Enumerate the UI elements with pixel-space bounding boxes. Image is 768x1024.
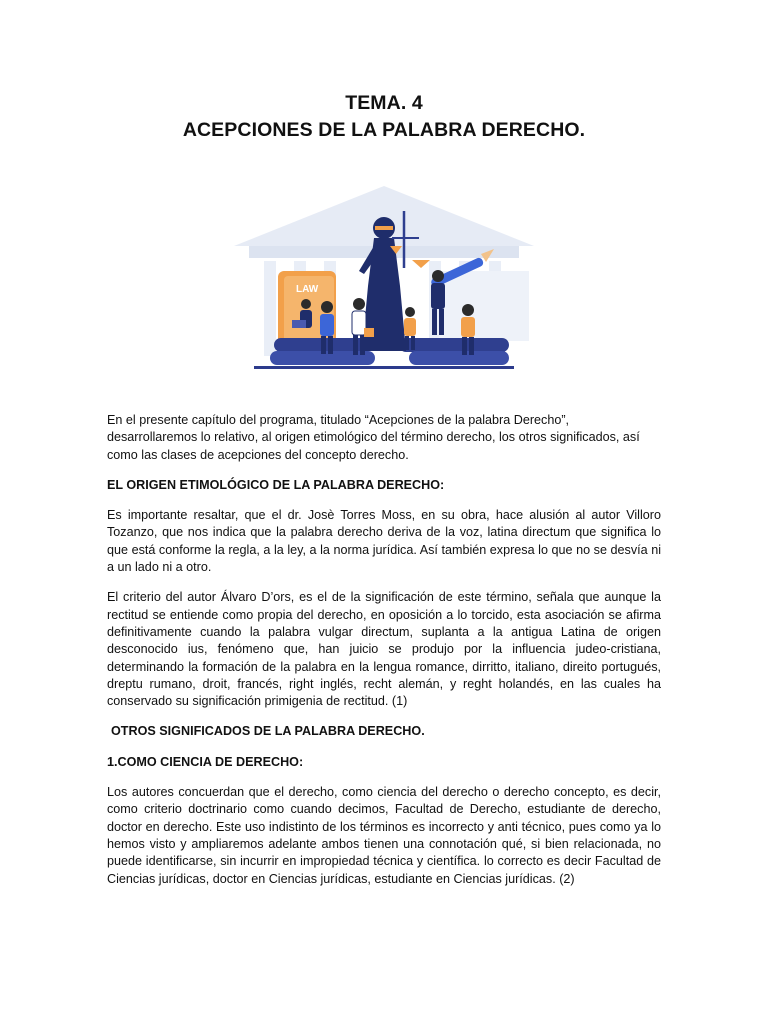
ground-line bbox=[254, 366, 514, 369]
origin-paragraph-1: Es importante resaltar, que el dr. Josè Torres Moss, en su obra, hace alusión al autor Villoro Tozanzo, que nos indica que la palabra derecho deriva de la voz, latina directum que significa lo que está conforme la regla, a la ley, a la norma jurídica. Así también expresa lo que no se desvía ni a un lado ni a otro. bbox=[107, 508, 661, 575]
section-heading-origin: EL ORIGEN ETIMOLÓGICO DE LA PALABRA DERECHO: bbox=[107, 477, 445, 492]
law-book-label: LAW bbox=[296, 284, 319, 295]
science-paragraph: Los autores concuerdan que el derecho, como ciencia del derecho o derecho concepto, es decir, como criterio doctrinario como cuando decimos, Facultad de Derecho, estudiante de derecho, doctor en derecho. Este uso indistinto de los términos es incorrecto y anti técnico, pues como ya lo hemos visto y ampliaremos adelante ambos tienen una connotación qué, si bien relacionada, no puede identificarse, sin incurrir en impropiedad técnica y científica. lo correcto es decir Facultad de Ciencias jurídicas, doctor en Ciencias jurídicas, estudiante en Ciencias jurídicas. (2) bbox=[107, 785, 661, 886]
justice-illustration bbox=[214, 176, 554, 386]
origin-paragraph-2: El criterio del autor Álvaro D’ors, es el de la significación de este término, señala que aunque la rectitud se entiende como propia del derecho, en oposición a lo torcido, esta asociación se afirma definitivamente cuando la palabra vulgar directum, suplanta a la antigua Latina de origen desconocido ius, fenómeno que, han juicio se produjo por la influencia judeo-cristiana, determinando la formación de la palabra en la lengua romance, dirritto, italiano, direito portugués, dreptu rumano, droit, francés, right inglés, recht alemán, y reght holandés, en las cuales ha conservado su significación primigenia de rectitud. (1) bbox=[107, 590, 661, 709]
subsection-heading-science: 1.COMO CIENCIA DE DERECHO: bbox=[107, 754, 304, 769]
document-body bbox=[107, 412, 661, 901]
intro-paragraph: En el presente capítulo del programa, titulado “Acepciones de la palabra Derecho”, desarrollaremos lo relativo, al origen etimológico del término derecho, los otros significados, así como las clases de acepciones del concepto derecho. bbox=[107, 413, 640, 462]
title-block bbox=[0, 90, 768, 144]
books-right bbox=[399, 338, 509, 365]
page-title: ACEPCIONES DE LA PALABRA DERECHO. bbox=[182, 119, 586, 141]
section-heading-other-meanings: OTROS SIGNIFICADOS DE LA PALABRA DERECHO. bbox=[111, 724, 425, 739]
topic-number: TEMA. 4 bbox=[345, 92, 423, 114]
